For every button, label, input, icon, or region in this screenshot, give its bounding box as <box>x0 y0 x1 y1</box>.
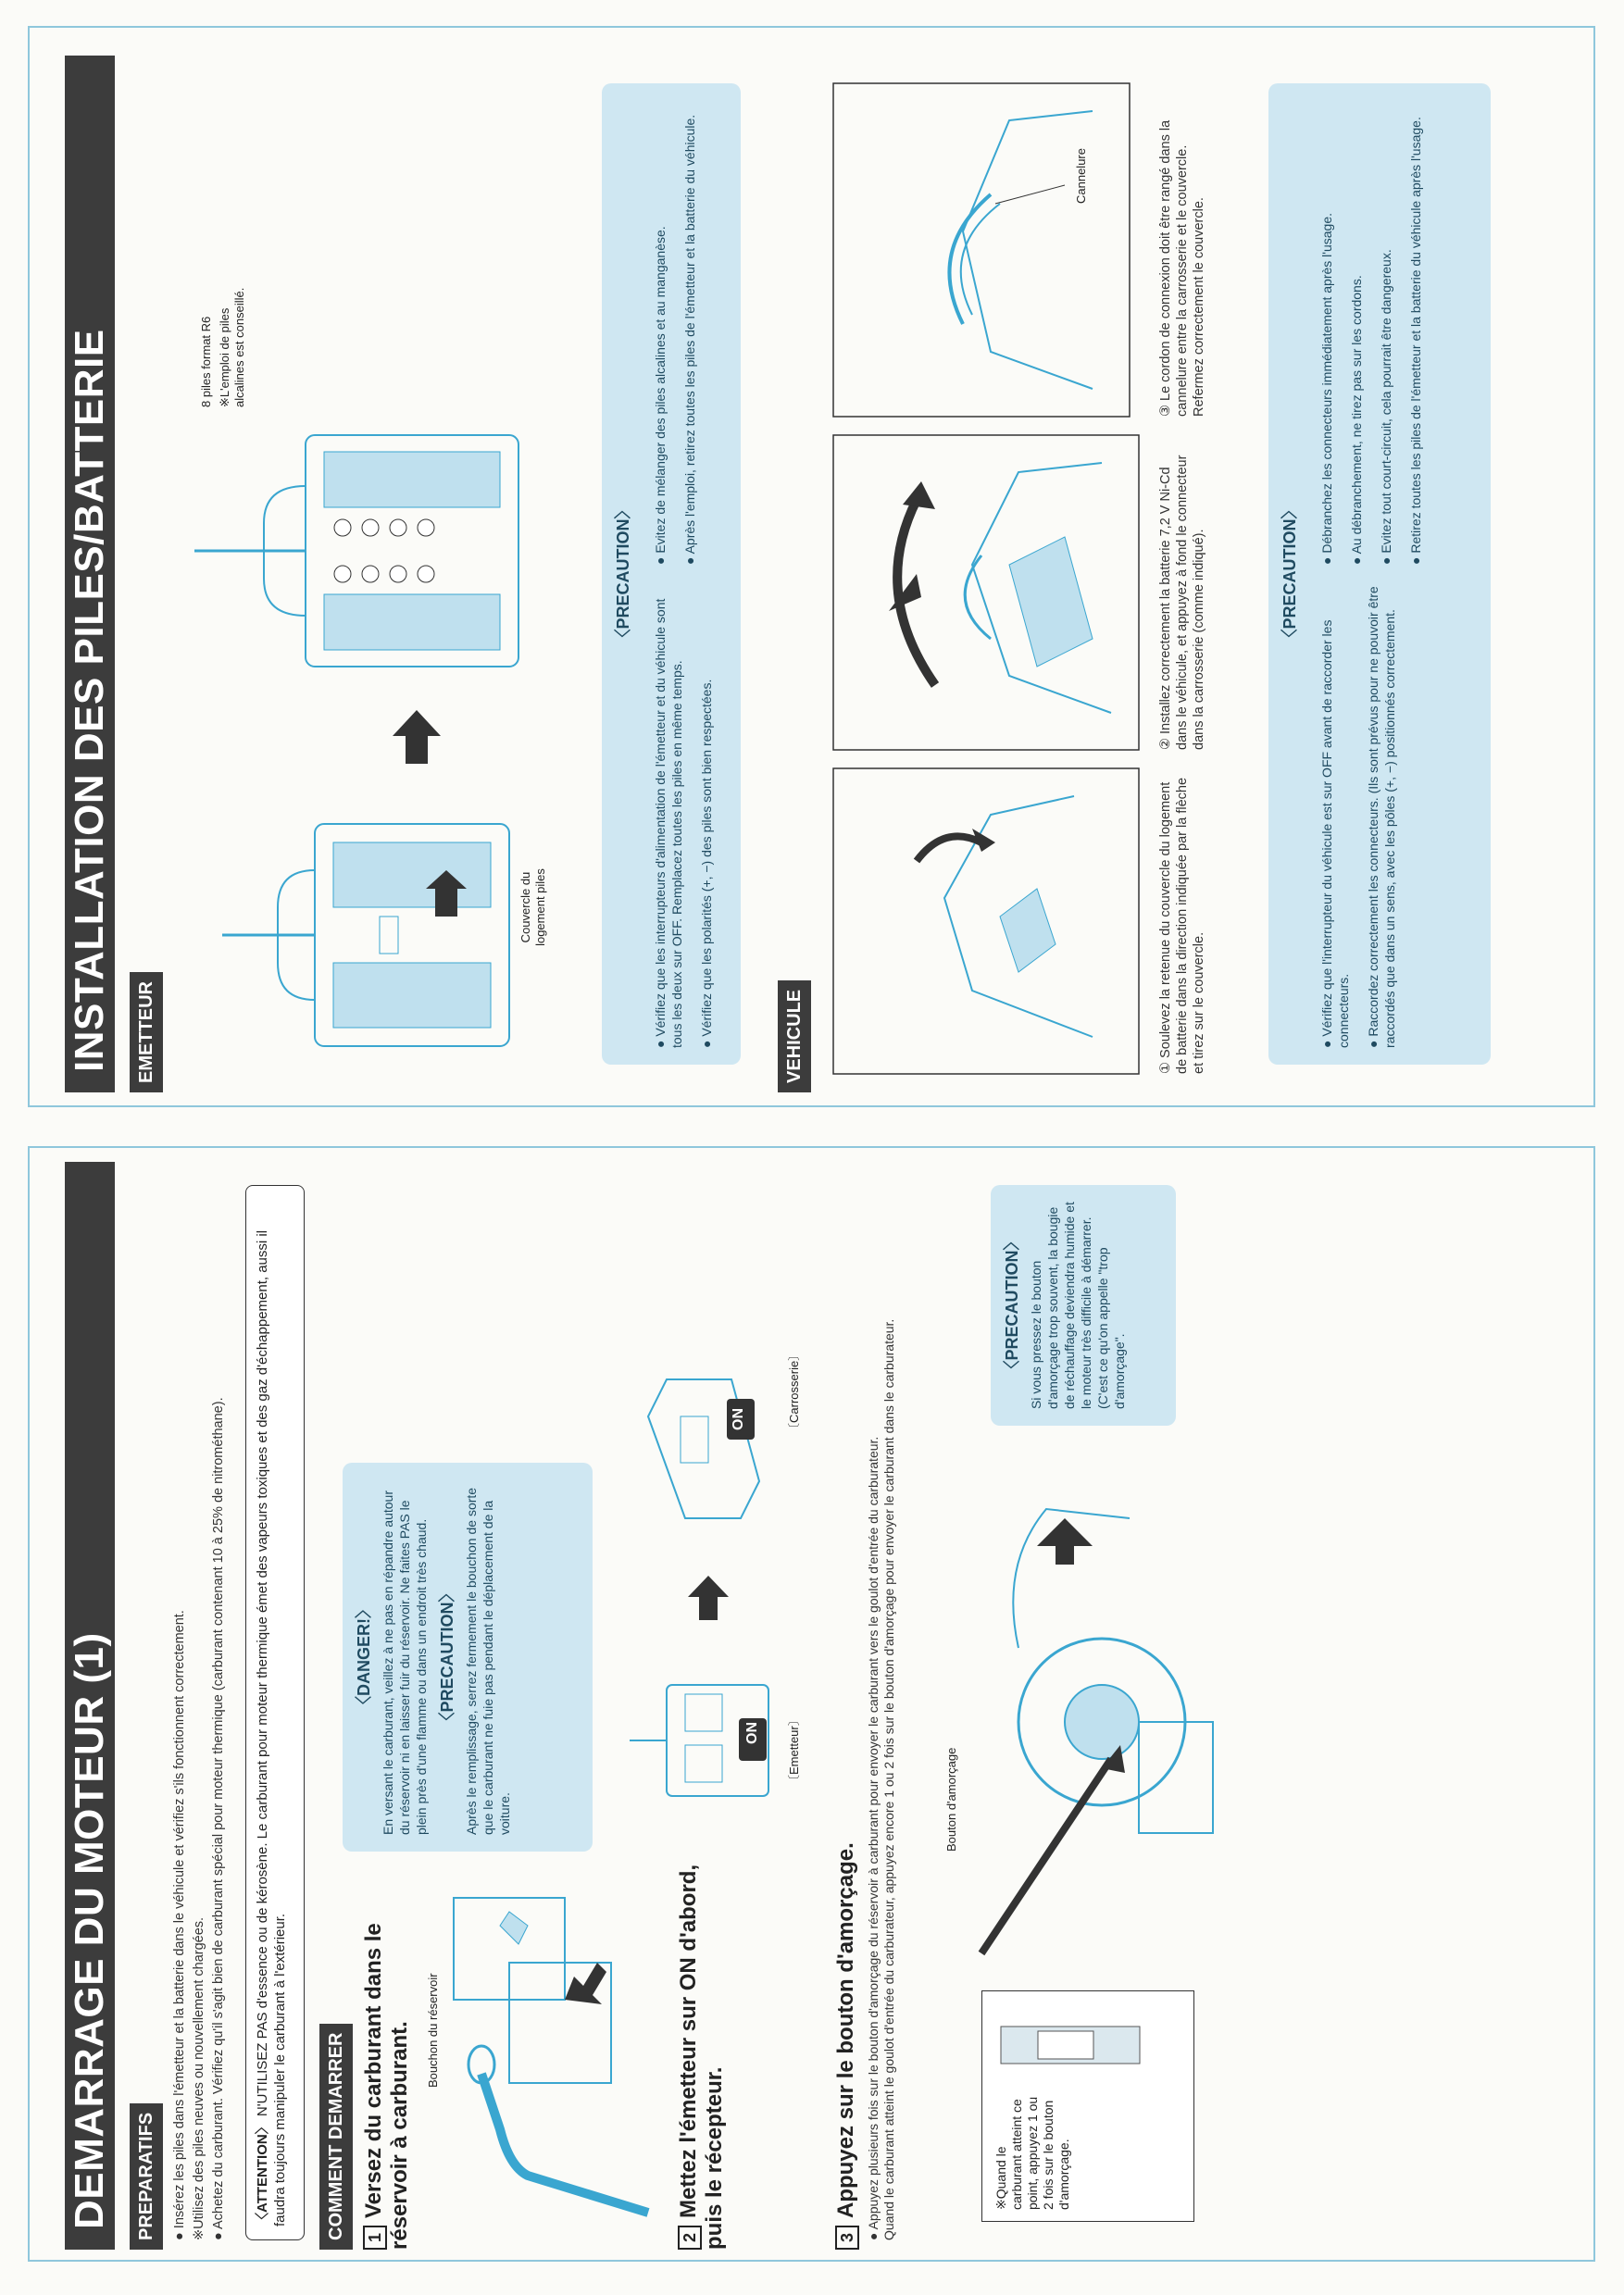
step-3-text <box>866 1194 897 2240</box>
step-caption-3: ③ Le cordon de connexion doit être rangé dans la cannelure entre la carrosserie et le couvercle. Refermez correctement le couvercle. <box>1158 119 1206 417</box>
step-3 <box>833 1602 859 2250</box>
section-heading-preparatifs: PREPARATIFS <box>130 2103 163 2250</box>
precaution-text: Si vous pressez le bouton d'amorçage trop souvent, la bougie de réchauffage deviendra humide et le moteur très difficile à démarrer. (C'est ce qu'on appelle "trop d'amorçage". <box>1029 1202 1127 1409</box>
danger-box <box>343 1463 593 1852</box>
step-1 <box>361 1879 413 2250</box>
step-2 <box>676 1842 728 2250</box>
precaution-item: ● Vérifiez que les polarités (+, −) des piles sont bien respectées. <box>699 679 714 1048</box>
step-title: Appuyez sur le bouton d'amorçage. <box>833 1842 858 2218</box>
label-carrosserie: 〔Carrosserie〕 <box>787 1348 801 1435</box>
arrow-right-icon <box>685 1574 731 1620</box>
attention-text: N'UTILISEZ PAS d'essence ou de kérosène. Le carburant pour moteur thermique émet des vapeurs toxiques et des gaz d'échappement, aussi il faudra toujours manipuler le carburant à l'extérieur. <box>255 1229 288 2226</box>
step-title: Mettez l'émetteur sur ON d'abord, puis le récepteur. <box>676 1864 727 2250</box>
label-primer-button: Bouton d'amorçage <box>944 1747 958 1852</box>
step-number: 2 <box>678 2226 702 2250</box>
preparatifs-text <box>171 1194 230 2240</box>
label-groove: Cannelure <box>1074 148 1088 204</box>
page-title: DEMARRAGE DU MOTEUR (1) <box>65 1162 115 2250</box>
receiver-switch-illustration <box>630 1370 768 1528</box>
primer-note-text: ※Quand le carburant atteint ce point, appuyez 1 ou 2 fois sur le bouton d'amorçage. <box>993 2096 1071 2210</box>
attention-box <box>245 1185 305 2240</box>
page-title: INSTALLATION DES PILES/BATTERIE <box>65 56 115 1092</box>
precaution-item: ● Après l'emploi, retirez toutes les piles de l'émetteur et la batterie du véhicule. <box>682 114 697 565</box>
arrow-right-icon <box>389 708 444 764</box>
precaution-header: 〈PRECAUTION〉 <box>1280 502 1299 646</box>
step-3-line: Quand le carburant atteint le goulot d'entrée du carburateur, appuyez encore 1 ou 2 fois sur le bouton d'amorçage pour envoyer le carburant dans le carburateur. <box>881 1318 896 2240</box>
precaution-box-emetteur <box>602 83 741 1065</box>
precaution-item: ● Raccordez correctement les connecteurs. (Ils sont prévus pour ne pouvoir être raccordés que dans un sens, avec les pôles (+, −) positionnés correctement. <box>1366 586 1397 1048</box>
precaution-text: Après le remplissage, serrez fermement le bouchon de sorte que le carburant ne fuie pas pendant le déplacement de la voiture. <box>464 1487 512 1835</box>
precaution-col-1 <box>639 583 728 1048</box>
transmitter-illustration-back <box>204 815 518 1055</box>
step-number: 3 <box>835 2226 859 2250</box>
section-heading-emetteur: EMETTEUR <box>130 972 163 1092</box>
step-number: 1 <box>363 2226 387 2250</box>
step-caption-1: ① Soulevez la retenue du couvercle du logement de batterie dans la direction indiquée par la flèche et tirez sur le couvercle. <box>1158 777 1206 1074</box>
preparatifs-item: ● Achetez du carburant. Vérifiez qu'il s'agit bien de carburant spécial pour moteur thermique (carburant contenant 10 à 25% de nitrométhane). <box>211 1397 226 2240</box>
preparatifs-item: ※Utilisez des piles neuves ou nouvellement chargées. <box>192 1916 206 2240</box>
engine-primer-illustration <box>944 1453 1241 1953</box>
label-battery-type: 8 piles format R6 <box>199 316 213 407</box>
label-battery-cover: Couvercle du logement piles <box>518 868 547 946</box>
danger-text: En versant le carburant, veillez à ne pas en répandre autour du réservoir ni en laisser fuir du réservoir. Ne faites PAS le plein près d'une flamme ou dans un endroit très chaud. <box>381 1490 429 1835</box>
precaution-item: ● Vérifiez que l'interrupteur du véhicule est sur OFF avant de raccorder les connecteurs. <box>1319 619 1351 1048</box>
danger-header: 〈DANGER!〉 <box>355 1602 373 1713</box>
label-emetteur: 〔Emetteur〕 <box>787 1714 801 1787</box>
precaution-col-2 <box>639 100 728 565</box>
vehicle-figure-1 <box>833 768 1139 1074</box>
label-tank-cap: Bouchon du réservoir <box>426 1973 440 2088</box>
step-caption-2: ② Installez correctement la batterie 7,2 V Ni-Cd dans le véhicule, et appuyez à fond le connecteur dans la carrosserie (comme indiqué). <box>1158 455 1206 750</box>
attention-label: 〈ATTENTION〉 <box>255 2120 270 2226</box>
label-alkaline-note: ※L'emploi de piles alcalines est conseillé. <box>218 287 246 407</box>
precaution-col-1 <box>1305 583 1437 1048</box>
precaution-header: 〈PRECAUTION〉 <box>614 502 632 646</box>
step-title: Versez du carburant dans le réservoir à carburant. <box>361 1923 412 2250</box>
precaution-header: 〈PRECAUTION〉 <box>438 1585 456 1729</box>
fuel-line-detail <box>1001 2008 1140 2082</box>
transmitter-illustration-open <box>176 426 528 676</box>
step-3-line: ● Appuyez plusieurs fois sur le bouton d'amorçage du réservoir à carburant pour envoyer le carburant vers le goulot d'entrée du carburateur. <box>866 1436 881 2240</box>
precaution-item: ● Vérifiez que les interrupteurs d'alimentation de l'émetteur et du véhicule sont tous les deux sur OFF. Remplacez toutes les piles en même temps. <box>653 598 684 1048</box>
precaution-item: ● Evitez tout court-circuit, cela pourrait être dangereux. <box>1379 249 1393 565</box>
precaution-item: ● Retirez toutes les piles de l'émetteur et la batterie du véhicule après l'usage. <box>1408 117 1423 565</box>
on-badge-carrosserie: ON <box>731 1408 746 1430</box>
precaution-header: 〈PRECAUTION〉 <box>1003 1233 1021 1378</box>
vehicle-figure-2 <box>833 435 1139 750</box>
section-heading-vehicule: VEHICULE <box>778 980 811 1092</box>
precaution-col-2 <box>1305 100 1437 565</box>
primer-note-box <box>981 1990 1194 2222</box>
section-heading-comment: COMMENT DEMARRER <box>319 2024 353 2250</box>
precaution-item: ● Evitez de mélanger des piles alcalines et au manganèse. <box>653 226 668 565</box>
fuel-filling-illustration <box>435 1879 657 2231</box>
preparatifs-item: ● Insérez les piles dans l'émetteur et la batterie dans le véhicule et vérifiez s'ils fonctionnent correctement. <box>172 1610 187 2240</box>
precaution-item: ● Débranchez les connecteurs immédiatement après l'usage. <box>1319 213 1334 565</box>
vehicle-figure-3 <box>833 83 1130 417</box>
precaution-item: ● Au débranchement, ne tirez pas sur les cordons. <box>1349 275 1364 565</box>
precaution-box-priming <box>991 1185 1176 1426</box>
left-page <box>37 56 1574 1092</box>
right-page <box>37 1162 1574 2250</box>
precaution-box-vehicule <box>1268 83 1491 1065</box>
on-badge-emetteur: ON <box>744 1722 760 1744</box>
